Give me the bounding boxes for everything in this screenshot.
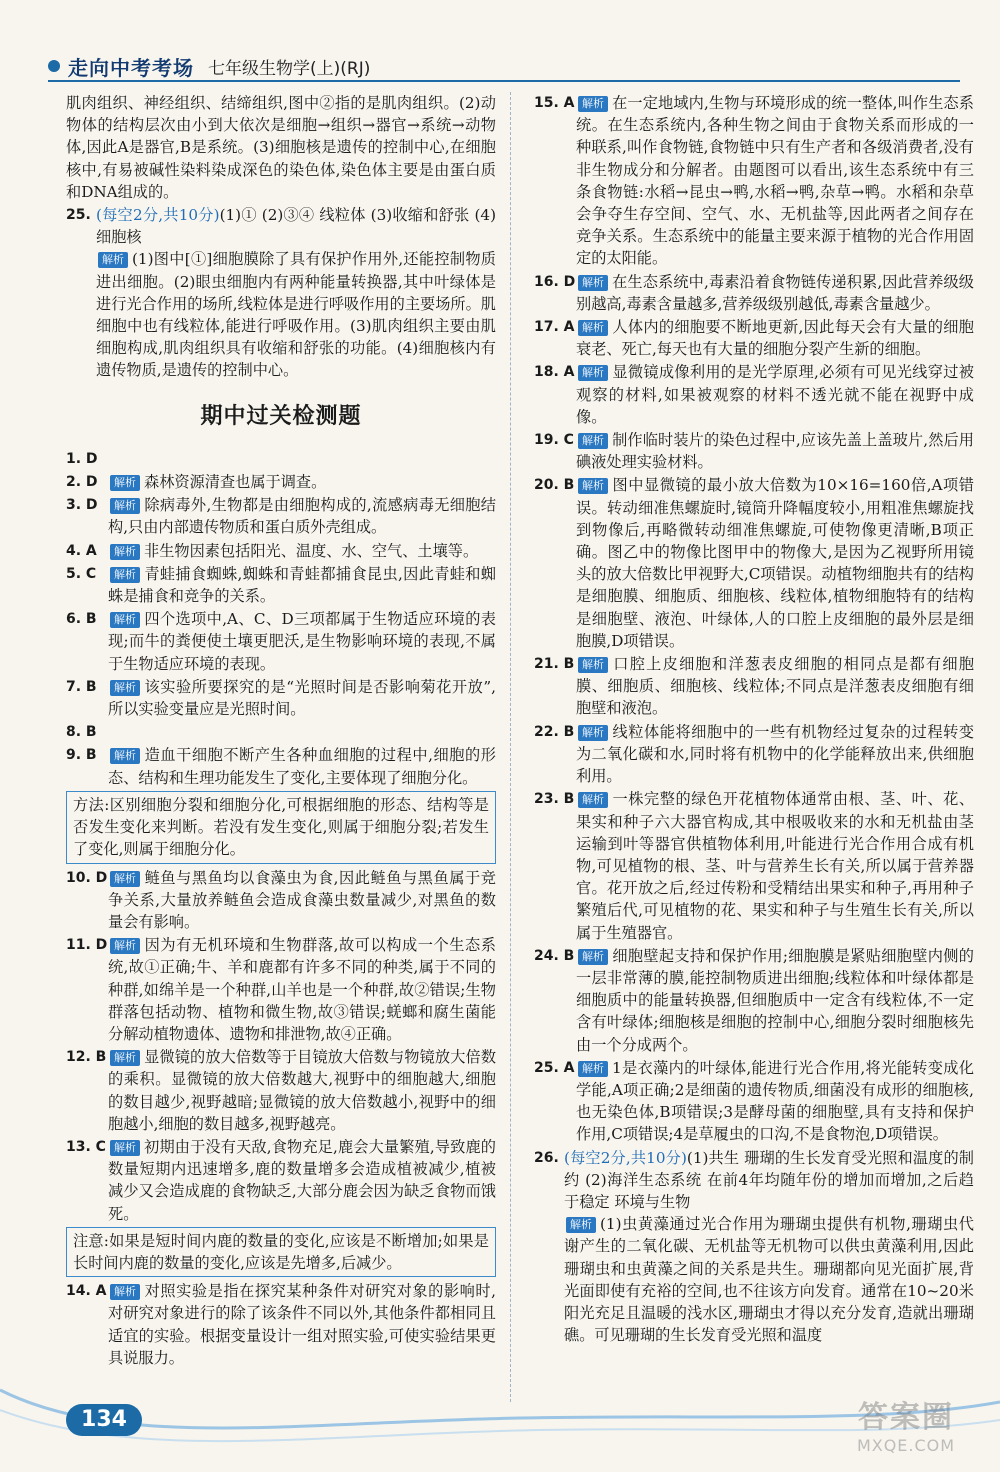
- item-number: 25.: [66, 207, 91, 224]
- answer-item: [66, 934, 496, 1045]
- item-number: 15. A: [534, 95, 575, 111]
- item-number: 1. D: [66, 450, 98, 467]
- series-title: 走向中考考场: [68, 55, 194, 80]
- score-note: (每空2分,共10分): [564, 1148, 687, 1167]
- answer-list: [66, 448, 496, 789]
- analysis-tag: 解析: [578, 657, 608, 673]
- item-number: 18. A: [534, 364, 575, 381]
- item-number: 3. D: [66, 497, 98, 514]
- item-number: 14. A: [66, 1283, 107, 1300]
- analysis-text: 在一定地域内,生物与环境形成的统一整体,叫作生态系统。在生态系统内,各种生物之间由于食物关系而形成的一种联系,叫作食物链,食物链中只有生产者和各级消费者,没有非生物成分和分解者。由题图可以看出,该生态系统中有三条食物链:水稻→昆虫→鸭,水稻→鸭,杂草→鸭。水稻和杂草会争夺生存空间、空气、水、无机盐等,因此两者之间存在竞争关系。生态系统中的能量主要来源于植物的光合作用固定的太阳能。: [576, 94, 974, 268]
- item-number: 6. B: [66, 611, 97, 628]
- answer-item: [66, 540, 496, 562]
- analysis-tag: 解析: [578, 320, 608, 336]
- analysis-tag: 解析: [578, 96, 608, 112]
- answer-item: [66, 867, 496, 934]
- left-column: [66, 92, 496, 1370]
- answer-item: [534, 429, 974, 473]
- item-number: 24. B: [534, 947, 575, 964]
- analysis-tag: 解析: [110, 544, 140, 560]
- item-number: 10. D: [66, 869, 108, 886]
- analysis-tag: 解析: [578, 275, 608, 291]
- answer-item: [66, 1280, 496, 1369]
- analysis-tag: 解析: [110, 680, 140, 696]
- answer-item: [66, 494, 496, 538]
- item-number: 8. B: [66, 724, 97, 741]
- answer-item: [66, 563, 496, 607]
- answer-item: [534, 945, 974, 1056]
- analysis-text: 细胞壁起支持和保护作用;细胞膜是紧贴细胞壁内侧的一层非常薄的膜,能控制物质进出细胞;线粒体和叶绿体都是细胞质中的能量转换器,但细胞质中一定含有线粒体,不一定含有叶绿体;细胞核是细胞的控制中心,细胞分裂时细胞核先由一个分成两个。: [576, 946, 974, 1054]
- answer-text: (1)共生 珊瑚的生长发育受光照和温度的制约 (2)海洋生态系统 在前4年均随年份的增加而增加,之后趋于稳定 环境与生物: [564, 1148, 974, 1211]
- item-number: 12. B: [66, 1049, 107, 1066]
- attention-note: 注意:如果是短时间内鹿的数量的变化,应该是不断增加;如果是长时间内鹿的数量的变化,应该是先增多,后减少。: [66, 1227, 496, 1277]
- answer-item: [66, 204, 496, 382]
- item-number: 9. B: [66, 747, 97, 764]
- item-number: 20. B: [534, 477, 575, 494]
- continued-paragraph: 肌肉组织、神经组织、结缔组织,图中②指的是肌肉组织。(2)动物体的结构层次由小到大依次是细胞→组织→器官→系统→动物体,因此A是器官,B是系统。(3)细胞核是遗传的控制中心,在细胞核中,有易被碱性染料染成深色的染色体,染色体主要是由蛋白质和DNA组成的。: [66, 94, 496, 201]
- answer-list: [534, 92, 974, 1146]
- answer-text: (1)① (2)③④ 线粒体 (3)收缩和舒张 (4)细胞核: [96, 206, 496, 247]
- score-note: (每空2分,共10分): [96, 206, 220, 225]
- analysis-tag: 解析: [110, 1284, 140, 1300]
- item-number: 22. B: [534, 723, 575, 740]
- answer-list: [66, 867, 496, 1225]
- analysis-text: 制作临时装片的染色过程中,应该先盖上盖玻片,然后用碘液处理实验材料。: [576, 431, 974, 472]
- analysis-tag: 解析: [110, 612, 140, 628]
- watermark-logo-text: 答案圈: [858, 1400, 954, 1435]
- analysis-tag: 解析: [110, 498, 140, 514]
- watermark-url: MXQE.COM: [856, 1436, 956, 1455]
- analysis-text: 显微镜成像利用的是光学原理,必须有可见光线穿过被观察的材料,如果被观察的材料不透光就不能在视野中成像。: [576, 363, 974, 426]
- analysis-text: 四个选项中,A、C、D三项都属于生物适应环境的表现;而牛的粪便使土壤更肥沃,是生物影响环境的表现,不属于生物适应环境的表现。: [108, 610, 496, 673]
- page-number: 134: [66, 1404, 142, 1436]
- answer-item: [534, 92, 974, 270]
- analysis-tag: 解析: [110, 748, 140, 764]
- analysis-text: 该实验所要探究的是“光照时间是否影响菊花开放”,所以实验变量应是光照时间。: [108, 677, 496, 719]
- analysis-text: 初期由于没有天敌,食物充足,鹿会大量繁殖,导致鹿的数量短期内迅速增多,鹿的数量增多会造成植被减少,植被减少又会造成鹿的食物缺乏,大部分鹿会因为缺乏食物而饿死。: [108, 1137, 496, 1223]
- analysis-tag: 解析: [110, 871, 140, 887]
- answer-item: [66, 471, 496, 493]
- item-number: 7. B: [66, 678, 97, 695]
- item-number: 21. B: [534, 656, 575, 673]
- answer-item: [534, 1147, 974, 1347]
- analysis-tag: 解析: [578, 365, 608, 381]
- answer-item: [66, 608, 496, 675]
- analysis-text: 在生态系统中,毒素沿着食物链传递积累,因此营养级级别越高,毒素含量越多,营养级级别越低,毒素含量越少。: [576, 272, 974, 313]
- analysis-text: (1)虫黄藻通过光合作用为珊瑚虫提供有机物,珊瑚虫代谢产生的二氧化碳、无机盐等无机物可以供虫黄藻利用,因此珊瑚虫和虫黄藻之间的关系是共生。珊瑚都向见光面扩展,背光面即使有充裕的空间,也不往该方向发育。通常在10~20米阳光充足且温暖的浅水区,珊瑚虫才得以充分发育,造就出珊瑚礁。可见珊瑚的生长发育受光照和温度: [564, 1215, 974, 1345]
- item-number: 5. C: [66, 565, 97, 582]
- analysis-tag: 解析: [110, 938, 140, 954]
- analysis-tag: 解析: [566, 1217, 596, 1233]
- analysis-text: 森林资源清查也属于调查。: [144, 473, 327, 492]
- answer-item: [534, 271, 974, 315]
- answer-item: [66, 1046, 496, 1135]
- item-number: 25. A: [534, 1059, 575, 1076]
- item-number: 16. D: [534, 273, 576, 290]
- item-number: 2. D: [66, 474, 98, 491]
- answer-item: [66, 1136, 496, 1225]
- analysis-text: 人体内的细胞要不断地更新,因此每天会有大量的细胞衰老、死亡,每天也有大量的细胞分裂产生新的细胞。: [576, 318, 974, 359]
- analysis-text: 因为有无机环境和生物群落,故可以构成一个生态系统,故①正确;牛、羊和鹿都有许多不同的种类,属于不同的种群,如绵羊是一个种群,山羊也是一个种群,故②错误;生物群落包括动物、植物和微生物,故③错误;蜣螂和腐生菌能分解动植物遗体、遗物和排泄物,故④正确。: [108, 936, 496, 1043]
- analysis-text: 鲢鱼与黑鱼均以食藻虫为食,因此鲢鱼与黑鱼属于竞争关系,大量放养鲢鱼会造成食藻虫数量减少,对黑鱼的数量会有影响。: [108, 868, 496, 931]
- column-divider: [510, 92, 511, 1402]
- item-number: 17. A: [534, 319, 575, 336]
- analysis-tag: 解析: [578, 725, 608, 741]
- analysis-tag: 解析: [110, 1140, 140, 1156]
- analysis-tag: 解析: [110, 475, 140, 491]
- analysis-text: 1是衣藻内的叶绿体,能进行光合作用,将光能转变成化学能,A项正确;2是细菌的遗传物质,细菌没有成形的细胞核,也无染色体,B项错误;3是酵母菌的细胞壁,具有支持和保护作用,C项错误;4是草履虫的口沟,不是食物泡,D项错误。: [576, 1058, 974, 1144]
- item-number: 4. A: [66, 542, 97, 559]
- analysis-text: 一株完整的绿色开花植物体通常由根、茎、叶、花、果实和种子六大器官构成,其中根吸收来的水和无机盐由茎运输到叶等器官供植物体利用,叶能进行光合作用合成有机物,可见植物的根、茎、叶与营养生长有关,所以属于营养器官。花开放之后,经过传粉和受精结出果实和种子,再用种子繁殖后代,可见植物的花、果实和种子与生殖生长有关,所以属于生殖器官。: [576, 790, 974, 942]
- analysis-tag: 解析: [98, 252, 128, 268]
- answer-item: [534, 361, 974, 428]
- analysis-text: 造血干细胞不断产生各种血细胞的过程中,细胞的形态、结构和生理功能发生了变化,主要体现了细胞分化。: [108, 746, 496, 787]
- answer-item: [534, 721, 974, 788]
- book-title: 七年级生物学(上)(RJ): [208, 58, 371, 79]
- analysis-tag: 解析: [578, 792, 608, 808]
- analysis-tag: 解析: [110, 567, 140, 583]
- analysis-tag: 解析: [110, 1050, 140, 1066]
- analysis-text: 口腔上皮细胞和洋葱表皮细胞的相同点是都有细胞膜、细胞质、细胞核、线粒体;不同点是洋葱表皮细胞有细胞壁和液泡。: [576, 655, 974, 718]
- analysis-text: 非生物因素包括阳光、温度、水、空气、土壤等。: [144, 541, 479, 560]
- analysis-tag: 解析: [578, 478, 608, 494]
- answer-item: [534, 653, 974, 720]
- item-number: 11. D: [66, 937, 108, 954]
- right-column: [534, 92, 974, 1347]
- answer-item: [66, 721, 496, 743]
- answer-list: [66, 1280, 496, 1369]
- analysis-tag: 解析: [578, 949, 608, 965]
- analysis-tag: 解析: [578, 1061, 608, 1077]
- answer-item: [534, 788, 974, 943]
- answer-item: [66, 676, 496, 720]
- analysis-text: 除病毒外,生物都是由细胞构成的,流感病毒无细胞结构,只由内部遗传物质和蛋白质外壳组成。: [108, 496, 496, 537]
- answer-item: [66, 448, 496, 470]
- answer-item: [534, 1057, 974, 1146]
- analysis-text: 对照实验是指在探究某种条件对研究对象的影响时,对研究对象进行的除了该条件不同以外,其他条件都相同且适宜的实验。根据变量设计一组对照实验,可使实验结果更具说服力。: [108, 1282, 496, 1367]
- item-number: 26.: [534, 1149, 559, 1166]
- running-header: [48, 52, 960, 82]
- analysis-text: 线粒体能将细胞中的一些有机物经过复杂的过程转变为二氧化碳和水,同时将有机物中的化学能释放出来,供细胞利用。: [576, 722, 974, 786]
- header-bullet-icon: [48, 60, 60, 72]
- method-note: 方法:区别细胞分裂和细胞分化,可根据细胞的形态、结构等是否发生变化来判断。若没有发生变化,则属于细胞分裂;若发生了变化,则属于细胞分化。: [66, 791, 496, 864]
- analysis-tag: 解析: [578, 433, 608, 449]
- watermark: [836, 1392, 976, 1462]
- analysis-text: 图中显微镜的最小放大倍数为10×16=160倍,A项错误。转动细准焦螺旋时,镜筒升降幅度较小,用粗准焦螺旋找到物像后,再略微转动细准焦螺旋,可使物像更清晰,B项正确。图乙中的物像比图甲中的物像大,是因为乙视野所用镜头的放大倍数比甲视野大,C项错误。动植物细胞共有的结构是细胞膜、细胞质、细胞核、线粒体,植物细胞特有的结构是细胞壁、液泡、叶绿体,人的口腔上皮细胞的最外层是细胞膜,D项错误。: [576, 476, 974, 650]
- answer-item: [66, 744, 496, 788]
- answer-item: [534, 316, 974, 360]
- answer-item: [534, 474, 974, 652]
- item-number: 23. B: [534, 791, 575, 808]
- item-number: 13. C: [66, 1138, 106, 1155]
- section-title: 期中过关检测题: [200, 403, 362, 429]
- analysis-text: (1)图中[①]细胞膜除了具有保护作用外,还能控制物质进出细胞。(2)眼虫细胞内有两种能量转换器,其中叶绿体是进行光合作用的场所,线粒体是进行呼吸作用的主要场所。肌细胞中也有线粒体,能进行呼吸作用。(3)肌肉组织主要由肌细胞构成,肌肉组织具有收缩和舒张的功能。(4)细胞核内有遗传物质,是遗传的控制中心。: [96, 250, 496, 380]
- analysis-text: 显微镜的放大倍数等于目镜放大倍数与物镜放大倍数的乘积。显微镜的放大倍数越大,视野中的细胞越大,细胞的数目越少,视野越暗;显微镜的放大倍数越小,视野中的细胞越小,细胞的数目越多,视野越亮。: [108, 1048, 496, 1133]
- item-number: 19. C: [534, 432, 574, 449]
- analysis-text: 青蛙捕食蜘蛛,蜘蛛和青蛙都捕食昆虫,因此青蛙和蜘蛛是捕食和竞争的关系。: [108, 564, 496, 606]
